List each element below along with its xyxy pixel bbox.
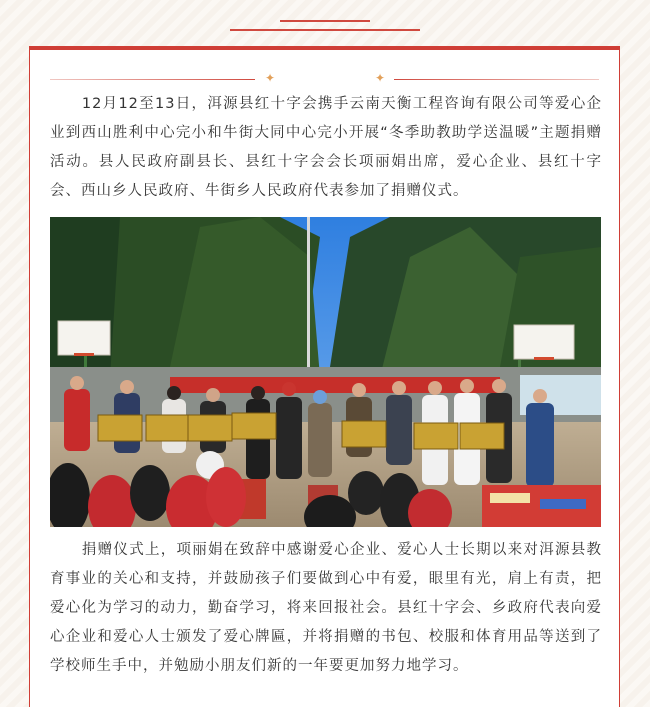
sparkle-icon: ✦ bbox=[265, 71, 276, 85]
article-card bbox=[29, 46, 620, 707]
ornament-line-long bbox=[230, 29, 420, 31]
sparkle-icon: ✦ bbox=[375, 71, 386, 85]
event-photo bbox=[50, 217, 601, 527]
ornament-line-short bbox=[280, 20, 370, 22]
divider-line-left bbox=[50, 79, 255, 80]
divider-line-right bbox=[394, 79, 599, 80]
section-divider bbox=[50, 71, 599, 85]
article-paragraph-2: 捐赠仪式上，项丽娟在致辞中感谢爱心企业、爱心人士长期以来对洱源县教育事业的关心和支持，并鼓励孩子们要做到心中有爱，眼里有光，肩上有责，把爱心化为学习的动力，勤奋学习，将来回报社会。县红十字会、乡政府代表向爱心企业和爱心人士颁发了爱心牌匾，并将捐赠的书包、校服和体育用品等送到了学校师生手中，并勉励小朋友们新的一年要更加努力地学习。 bbox=[50, 542, 602, 674]
article-paragraph-1: 12月12至13日，洱源县红十字会携手云南天衡工程咨询有限公司等爱心企业到西山胜利中心完小和牛街大同中心完小开展“冬季助教助学送温暖”主题捐赠活动。县人民政府副县长、县红十字会会长项丽娟出席，爱心企业、县红十字会、西山乡人民政府、牛街乡人民政府代表参加了捐赠仪式。 bbox=[50, 96, 602, 199]
header-ornament bbox=[230, 14, 420, 34]
event-photo-illustration bbox=[50, 217, 601, 527]
